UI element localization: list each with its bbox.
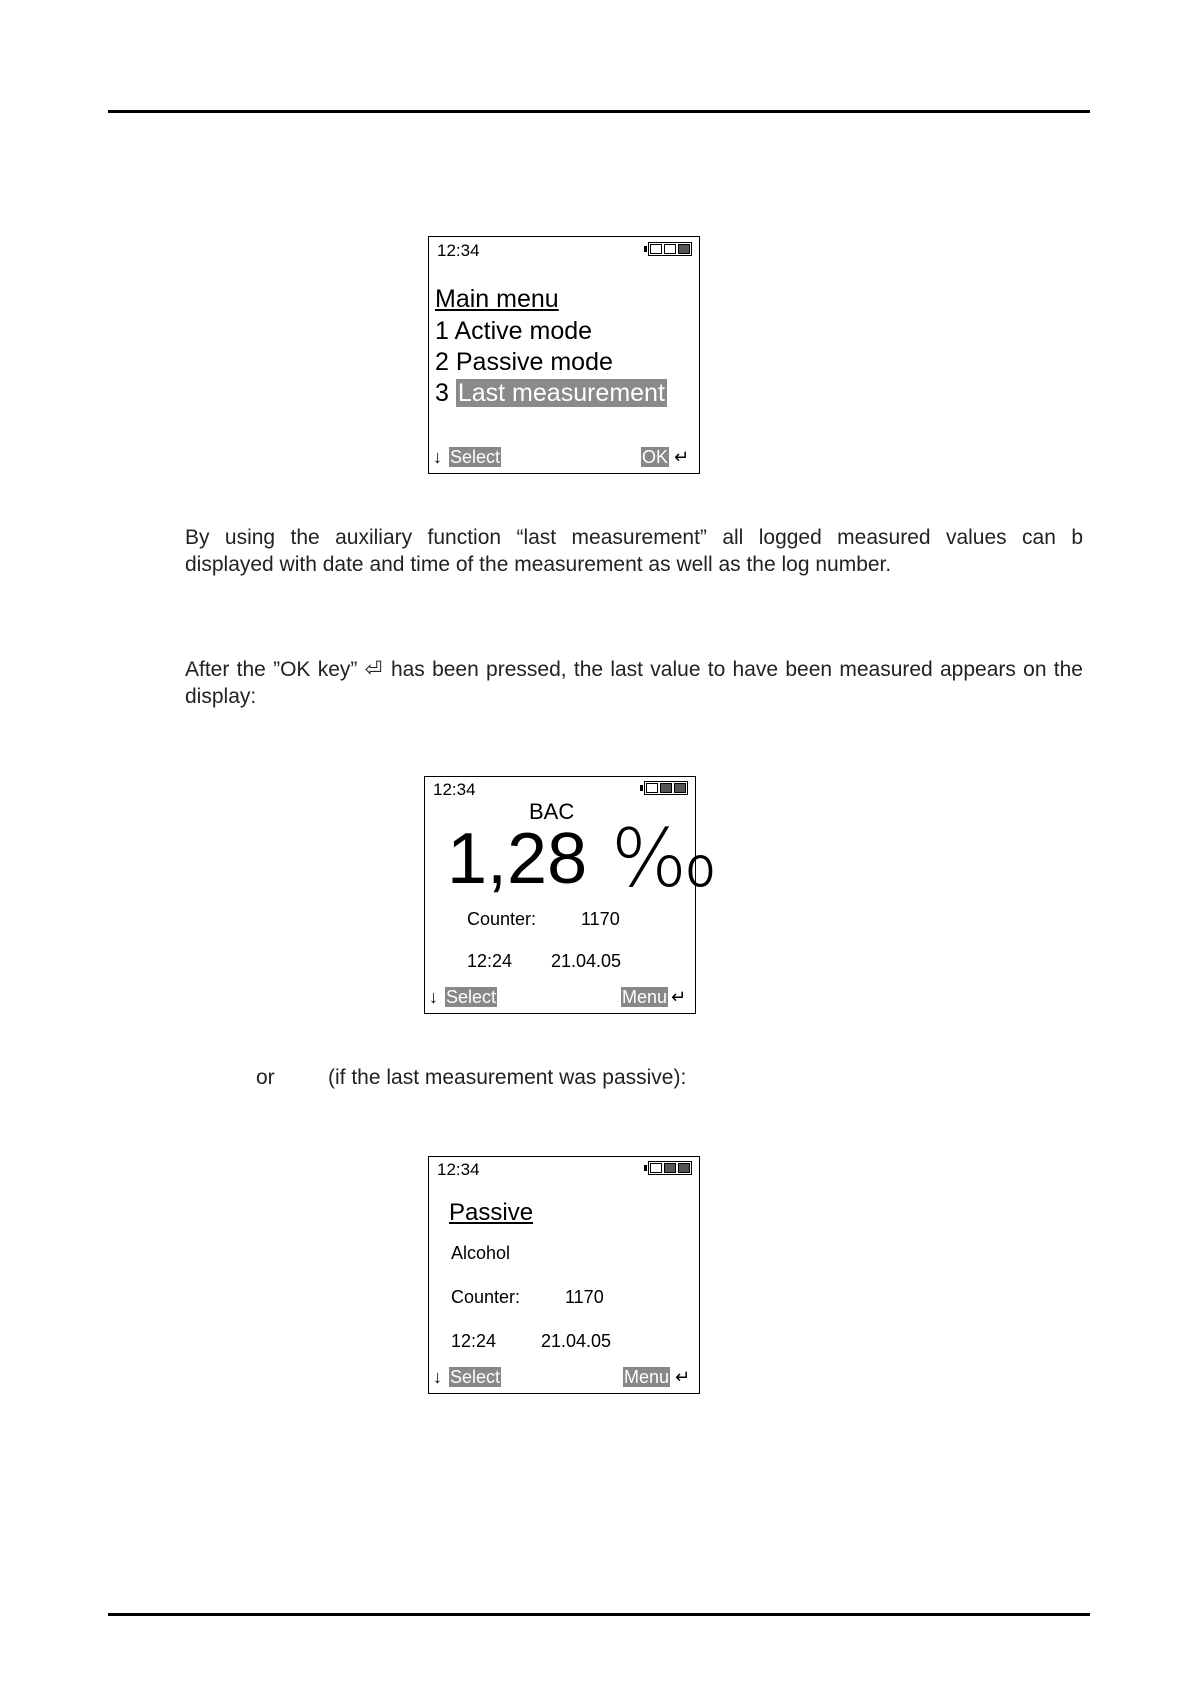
paragraph-line: display: xyxy=(185,685,257,708)
menu-softkey[interactable]: Menu xyxy=(622,987,668,1007)
menu-item-number: 2 xyxy=(435,348,449,376)
lcd-bac-result xyxy=(424,776,719,1014)
counter-label: Counter: xyxy=(451,1287,521,1307)
menu-item-number: 3 xyxy=(435,379,449,407)
menu-title: Main menu xyxy=(435,285,559,313)
lcd-time: 12:34 xyxy=(437,1160,480,1179)
enter-key-icon: ↵ xyxy=(674,447,690,467)
paragraph-line: displayed with date and time of the measurement as well as the log number. xyxy=(185,553,892,576)
battery-icon xyxy=(648,1161,692,1175)
lcd-main-menu xyxy=(428,236,700,474)
menu-item-label: Passive mode xyxy=(455,348,613,376)
passive-title: Passive xyxy=(449,1199,534,1226)
enter-key-icon: ↵ xyxy=(675,1367,691,1387)
bac-label: BAC xyxy=(529,799,575,824)
paragraph-line: By using the auxiliary function “last measurement” all logged measured values can b xyxy=(185,526,1083,549)
ok-softkey[interactable]: OK xyxy=(642,447,669,467)
menu-item-label-selected: Last measurement xyxy=(457,379,665,407)
measurement-time: 12:24 xyxy=(451,1331,497,1351)
menu-item-number: 1 xyxy=(435,317,449,345)
paragraph-ok-key xyxy=(185,656,1083,710)
lcd-time: 12:34 xyxy=(437,241,480,260)
enter-key-icon: ↵ xyxy=(671,987,687,1007)
paragraph-last-measurement xyxy=(185,524,1083,578)
lcd-passive-result xyxy=(428,1156,700,1394)
select-softkey[interactable]: Select xyxy=(450,1367,501,1387)
menu-item-active-mode[interactable] xyxy=(435,317,592,346)
battery-icon xyxy=(648,242,692,256)
counter-label: Counter: xyxy=(467,909,537,929)
bac-unit: ‰ xyxy=(611,812,719,905)
menu-item-label: Active mode xyxy=(454,317,593,345)
bac-value: 1,28 xyxy=(447,819,588,899)
battery-icon xyxy=(644,781,688,795)
menu-item-last-measurement[interactable] xyxy=(435,379,667,408)
menu-item-passive-mode[interactable] xyxy=(435,348,613,377)
substance-label: Alcohol xyxy=(451,1243,511,1263)
counter-value: 1170 xyxy=(581,909,620,929)
down-arrow-icon: ↓ xyxy=(433,1367,442,1387)
header-rule xyxy=(108,110,1090,113)
lcd-time: 12:34 xyxy=(433,780,476,799)
footer-rule xyxy=(108,1613,1090,1616)
measurement-time: 12:24 xyxy=(467,951,513,971)
passive-note: (if the last measurement was passive): xyxy=(328,1066,687,1089)
select-softkey[interactable]: Select xyxy=(450,447,501,467)
counter-value: 1170 xyxy=(565,1287,604,1307)
measurement-date: 21.04.05 xyxy=(541,1331,612,1351)
paragraph-line: After the ”OK key” ⏎ has been pressed, the last value to have been measured appears on the xyxy=(185,658,1083,681)
menu-softkey[interactable]: Menu xyxy=(624,1367,670,1387)
measurement-date: 21.04.05 xyxy=(551,951,622,971)
select-softkey[interactable]: Select xyxy=(446,987,497,1007)
down-arrow-icon: ↓ xyxy=(433,447,442,467)
or-text: or xyxy=(256,1066,275,1089)
down-arrow-icon: ↓ xyxy=(429,987,438,1007)
